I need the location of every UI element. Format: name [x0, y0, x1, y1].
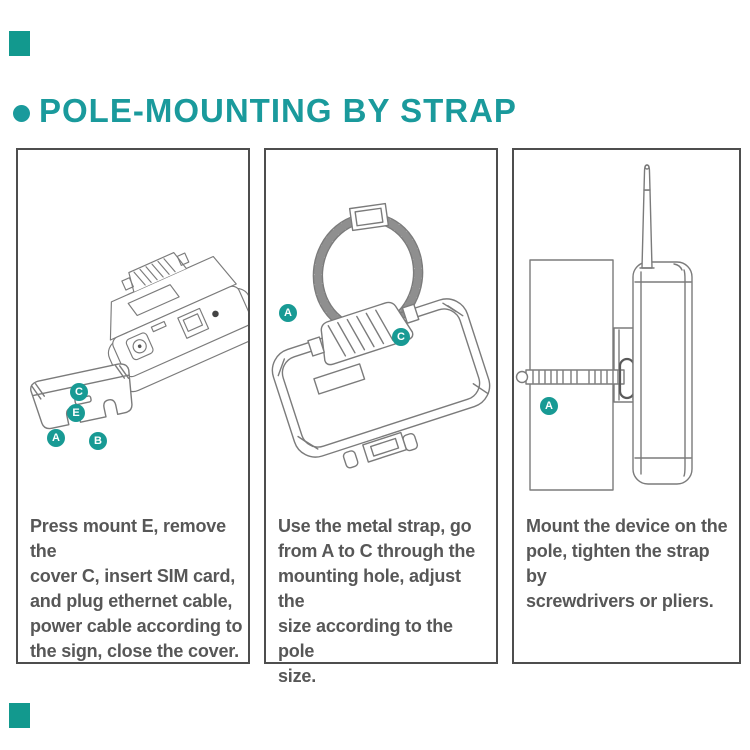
- badge-c: C: [70, 383, 88, 401]
- panel-step-2: [264, 148, 498, 686]
- pole-mounted-illustration: [514, 150, 739, 510]
- panel-step-1: [16, 148, 250, 664]
- badge-b: B: [89, 432, 107, 450]
- section-title-text: POLE-MOUNTING BY STRAP: [39, 92, 517, 129]
- instruction-step-3: Mount the device on the pole, tighten the strap by screwdrivers or pliers.: [526, 516, 728, 611]
- device-strap-illustration: [266, 150, 496, 510]
- device-side: [633, 262, 692, 484]
- strap-band: [517, 370, 625, 384]
- section-title: [13, 92, 517, 130]
- badge-e: E: [67, 404, 85, 422]
- bullet-icon: [13, 105, 30, 122]
- antenna: [640, 165, 654, 268]
- corner-tab-bottom: [9, 703, 30, 728]
- strap-screw-head: [517, 372, 528, 383]
- panel-step-3: [512, 148, 741, 664]
- badge-c: C: [392, 328, 410, 346]
- badge-a: A: [540, 397, 558, 415]
- corner-tab-top: [9, 31, 30, 56]
- instruction-step-1: Press mount E, remove the cover C, insert SIM card, and plug ethernet cable, power cable according to the sign, close the cover.: [30, 516, 243, 661]
- strap-clamp-screw: [350, 204, 389, 231]
- badge-a: A: [47, 429, 65, 447]
- device-open-cover-illustration: [18, 150, 248, 510]
- instruction-step-2: Use the metal strap, go from A to C through the mounting hole, adjust the size according to the pole size.: [278, 516, 476, 686]
- badge-a: A: [279, 304, 297, 322]
